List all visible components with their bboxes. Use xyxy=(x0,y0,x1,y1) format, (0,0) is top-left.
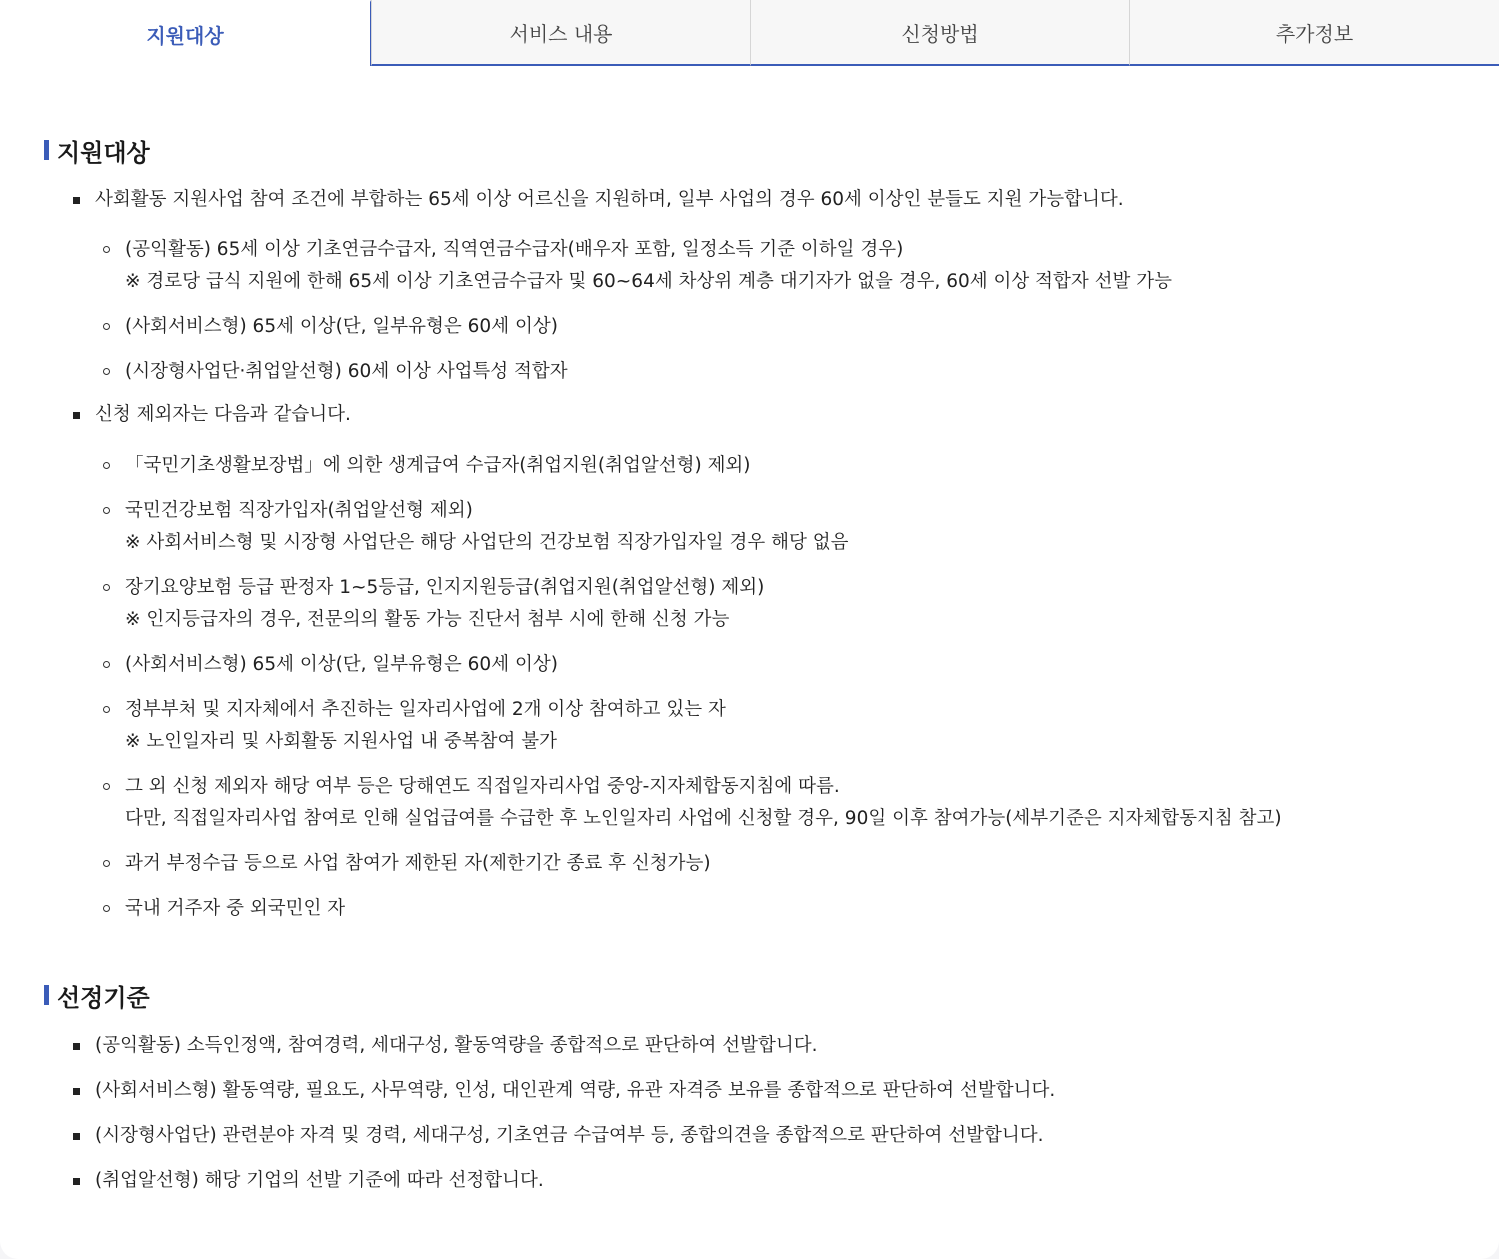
list-item: (사회서비스형) 65세 이상(단, 일부유형은 60세 이상) xyxy=(44,649,1464,681)
note-text: ※ 사회서비스형 및 시장형 사업단은 해당 사업단의 건강보험 직장가입자일 경우 해당 없음 xyxy=(125,532,849,553)
exclusion-list xyxy=(44,401,1464,429)
tab-application-method[interactable]: 신청방법 xyxy=(750,0,1129,66)
list-item: 정부부처 및 지자체에서 추진하는 일자리사업에 2개 이상 참여하고 있는 자 ※ 노인일자리 및 사회활동 지원사업 내 중복참여 불가 xyxy=(44,694,1464,758)
target-list xyxy=(44,186,1464,214)
section-title-criteria: 선정기준 xyxy=(44,975,1464,1015)
list-item: 사회활동 지원사업 참여 조건에 부합하는 65세 이상 어르신을 지원하며, 일부 사업의 경우 60세 이상인 분들도 지원 가능합니다. xyxy=(44,186,1464,214)
title-bar-icon xyxy=(44,140,49,160)
list-item: (사회서비스형) 65세 이상(단, 일부유형은 60세 이상) xyxy=(44,311,1464,343)
list-item: 장기요양보험 등급 판정자 1~5등급, 인지지원등급(취업지원(취업알선형) 제외) ※ 인지등급자의 경우, 전문의의 활동 가능 진단서 첨부 시에 한해 신청 가능 xyxy=(44,572,1464,636)
note-text: ※ 노인일자리 및 사회활동 지원사업 내 중복참여 불가 xyxy=(125,731,557,752)
exclusion-sublist xyxy=(44,450,1464,925)
tab-support-target[interactable]: 지원대상 xyxy=(0,0,371,66)
criteria-list xyxy=(44,1032,1464,1195)
tab-additional-info[interactable]: 추가정보 xyxy=(1129,0,1499,66)
list-item: (사회서비스형) 활동역량, 필요도, 사무역량, 인성, 대인관계 역량, 유관 자격증 보유를 종합적으로 판단하여 선발합니다. xyxy=(44,1077,1464,1105)
list-item: 신청 제외자는 다음과 같습니다. xyxy=(44,401,1464,429)
list-item: 국민건강보험 직장가입자(취업알선형 제외) ※ 사회서비스형 및 시장형 사업단은 해당 사업단의 건강보험 직장가입자일 경우 해당 없음 xyxy=(44,495,1464,559)
list-item: (공익활동) 65세 이상 기초연금수급자, 직역연금수급자(배우자 포함, 일정소득 기준 이하일 경우) ※ 경로당 급식 지원에 한해 65세 이상 기초연금수급자 및 60~64세 차상위 계층 대기자가 없을 경우, 60세 이상 적합자 선발 가능 xyxy=(44,234,1464,298)
list-item: 국내 거주자 중 외국민인 자 xyxy=(44,893,1464,925)
note-text: 다만, 직접일자리사업 참여로 인해 실업급여를 수급한 후 노인일자리 사업에 신청할 경우, 90일 이후 참여가능(세부기준은 지자체합동지침 참고) xyxy=(125,808,1282,829)
title-bar-icon xyxy=(44,985,49,1005)
list-item: 「국민기초생활보장법」에 의한 생계급여 수급자(취업지원(취업알선형) 제외) xyxy=(44,450,1464,482)
list-item: (공익활동) 소득인정액, 참여경력, 세대구성, 활동역량을 종합적으로 판단하여 선발합니다. xyxy=(44,1032,1464,1060)
note-text: ※ 경로당 급식 지원에 한해 65세 이상 기초연금수급자 및 60~64세 차상위 계층 대기자가 없을 경우, 60세 이상 적합자 선발 가능 xyxy=(125,271,1172,292)
section-title-target: 지원대상 xyxy=(44,130,1464,170)
target-sublist-1 xyxy=(44,234,1464,388)
list-item: (시장형사업단) 관련분야 자격 및 경력, 세대구성, 기초연금 수급여부 등, 종합의견을 종합적으로 판단하여 선발합니다. xyxy=(44,1122,1464,1150)
tab-bar xyxy=(0,0,1499,66)
list-item: (시장형사업단·취업알선형) 60세 이상 사업특성 적합자 xyxy=(44,356,1464,388)
list-item: (취업알선형) 해당 기업의 선발 기준에 따라 선정합니다. xyxy=(44,1167,1464,1195)
note-text: ※ 인지등급자의 경우, 전문의의 활동 가능 진단서 첨부 시에 한해 신청 가능 xyxy=(125,609,730,630)
list-item: 그 외 신청 제외자 해당 여부 등은 당해연도 직접일자리사업 중앙-지자체합동지침에 따름. 다만, 직접일자리사업 참여로 인해 실업급여를 수급한 후 노인일자리 사업에 신청할 경우, 90일 이후 참여가능(세부기준은 지자체합동지침 참고) xyxy=(44,771,1464,835)
main-content xyxy=(44,130,1464,1195)
tab-service-content[interactable]: 서비스 내용 xyxy=(371,0,750,66)
list-item: 과거 부정수급 등으로 사업 참여가 제한된 자(제한기간 종료 후 신청가능) xyxy=(44,848,1464,880)
